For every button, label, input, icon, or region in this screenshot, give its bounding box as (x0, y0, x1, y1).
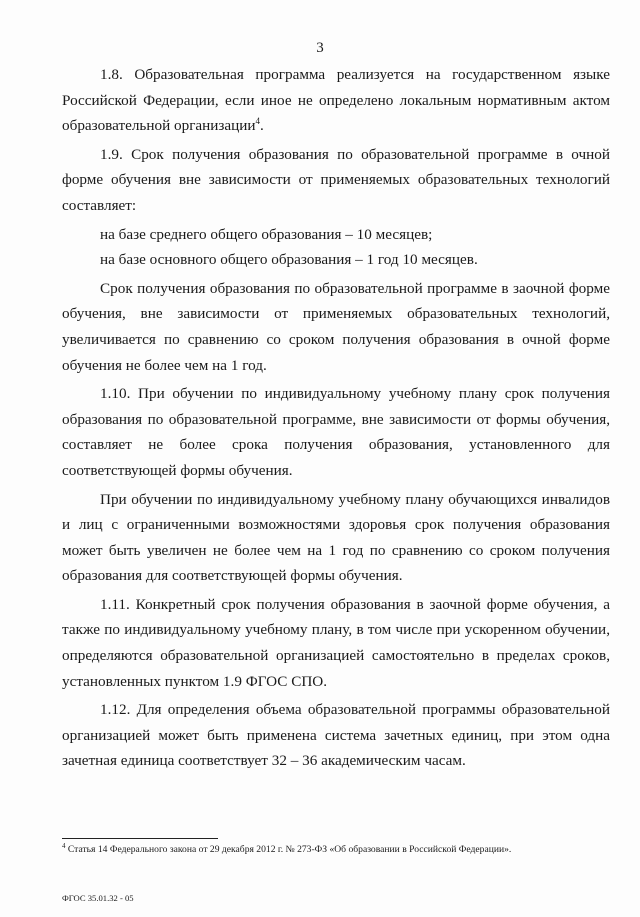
paragraph-disabled-students: При обучении по индивидуальному учебному плану обучающихся инвалидов и лиц с ограниченными возможностями здоровья срок получения образования может быть увеличен не более чем на 1 год по сравнению со сроком получения образования для соответствующей формы обучения. (62, 490, 610, 585)
page-number: 3 (316, 40, 324, 56)
footnote-marker: 4 (62, 841, 66, 850)
footnote-text: Статья 14 Федерального закона от 29 декабря 2012 г. № 273-ФЗ «Об образовании в Российской Федерации». (65, 844, 512, 855)
paragraph-1-11: 1.11. Конкретный срок получения образования в заочной форме обучения, а также по индивидуальному учебному плану, в том числе при ускоренном обучении, определяются образовательной организацией самостоятельно в пределах сроков, установленных пунктом 1.9 ФГОС СПО. (62, 595, 610, 690)
paragraph-1-10: 1.10. При обучении по индивидуальному учебному плану срок получения образования по образовательной программе, вне зависимости от формы обучения, составляет не более срока получения образования, установленного для соответствующей формы обучения. (62, 385, 610, 479)
paragraph-text: 1.8. Образовательная программа реализуется на государственном языке Российской Федерации, если иное не определено локальным нормативным актом образовательной организации (62, 66, 610, 135)
footnote-reference: 4 (255, 116, 261, 127)
body-text (62, 62, 610, 777)
footnote (62, 843, 610, 856)
paragraph-basic-base: на базе основного общего образования – 1 год 10 месяцев. (100, 251, 478, 269)
paragraph-tail: . (260, 117, 264, 135)
paragraph-1-8 (62, 62, 610, 139)
paragraph-secondary-base: на базе среднего общего образования – 10 месяцев; (100, 225, 433, 243)
paragraph-1-9: 1.9. Срок получения образования по образовательной программе в очной форме обучения вне зависимости от применяемых образовательных технологий составляет: (62, 145, 610, 214)
document-code: ФГОС 35.01.32 - 05 (62, 893, 134, 903)
paragraph-extramural: Срок получения образования по образовательной программе в заочной форме обучения, вне зависимости от применяемых образовательных технологий, увеличивается по сравнению со сроком получения образования в очной форме обучения не более чем на 1 год. (62, 279, 610, 374)
paragraph-1-12: 1.12. Для определения объема образовательной программы образовательной организацией может быть применена система зачетных единиц, при этом одна зачетная единица соответствует 32 – 36 академическим часам. (62, 701, 610, 770)
footnote-divider (62, 838, 218, 839)
